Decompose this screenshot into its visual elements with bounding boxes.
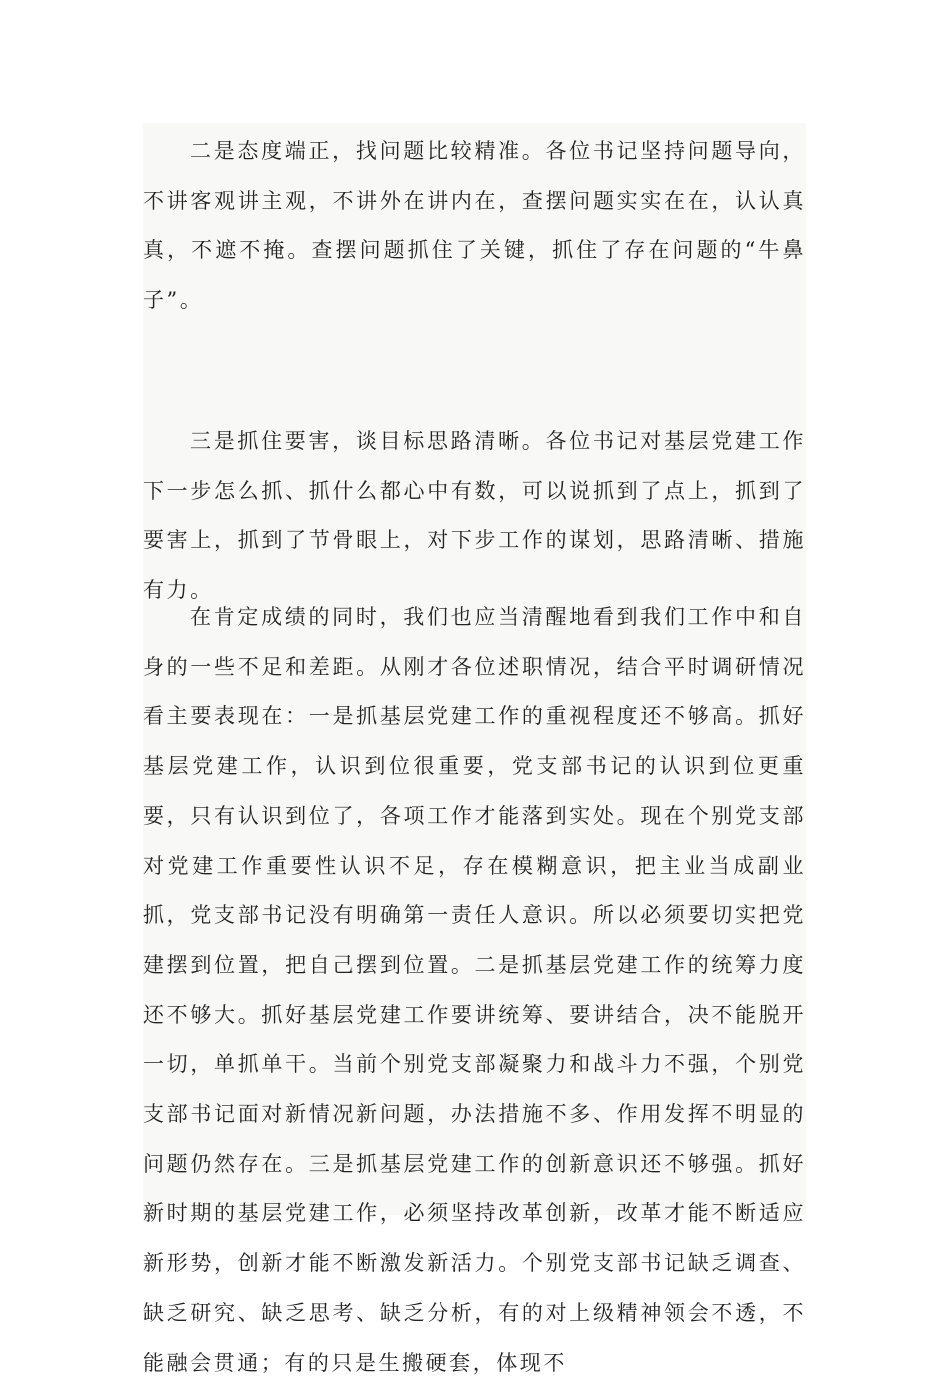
- text-body: [143, 123, 806, 1375]
- paragraph-key-points: 三是抓住要害，谈目标思路清晰。各位书记对基层党建工作下一步怎么抓、抓什么都心中有数，可以说抓到了点上，抓到了要害上，抓到了节骨眼上，对下步工作的谋划，思路清晰、措施有力。: [143, 429, 806, 603]
- paragraph-attitude: 二是态度端正，找问题比较精准。各位书记坚持问题导向，不讲客观讲主观，不讲外在讲内在，查摆问题实实在在，认认真真，不遮不掩。查摆问题抓住了关键，抓住了存在问题的“牛鼻子”。: [143, 139, 806, 313]
- paragraph-shortcomings: 在肯定成绩的同时，我们也应当清醒地看到我们工作中和自身的一些不足和差距。从刚才各位述职情况，结合平时调研情况看主要表现在：一是抓基层党建工作的重视程度还不够高。抓好基层党建工作，认识到位很重要，党支部书记的认识到位更重要，只有认识到位了，各项工作才能落到实处。现在个别党支部对党建工作重要性认识不足，存在模糊意识，把主业当成副业抓，党支部书记没有明确第一责任人意识。所以必须要切实把党建摆到位置，把自己摆到位置。二是抓基层党建工作的统筹力度还不够大。抓好基层党建工作要讲统筹、要讲结合，决不能脱开一切，单抓单干。当前个别党支部凝聚力和战斗力不强，个别党支部书记面对新情况新问题，办法措施不多、作用发挥不明显的问题仍然存在。三是抓基层党建工作的创新意识还不够强。抓好新时期的基层党建工作，必须坚持改革创新，改革才能不断适应新形势，创新才能不断激发新活力。个别党支部书记缺乏调查、缺乏研究、缺乏思考、缺乏分析，有的对上级精神领会不透，不能融会贯通；有的只是生搬硬套，体现不: [143, 605, 806, 1375]
